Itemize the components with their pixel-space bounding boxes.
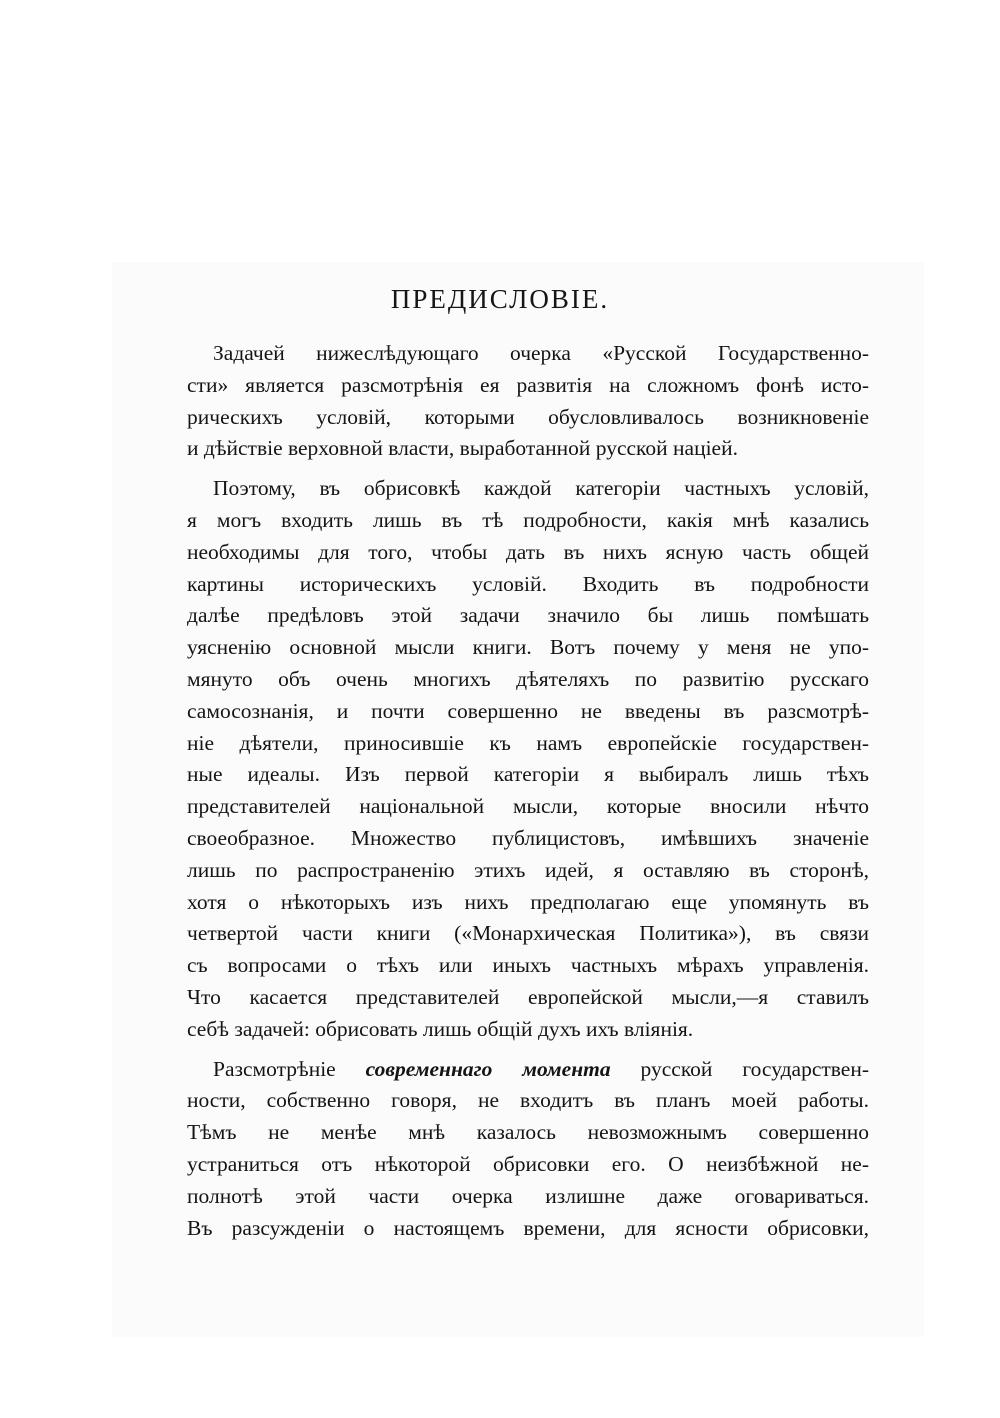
- text-line: сти» является разсмотрѣнія ея развитія на сложномъ фонѣ исто-: [187, 372, 869, 397]
- text-line: картины историческихъ условій. Входить въ подробности: [187, 571, 869, 596]
- text-line: мянуто объ очень многихъ дѣятеляхъ по развитію русскаго: [187, 666, 869, 691]
- page-title: ПРЕДИСЛОВІЕ.: [390, 284, 610, 314]
- text-line: рическихъ условій, которыми обусловливалось возникновеніе: [187, 404, 869, 429]
- text-line: Тѣмъ не менѣе мнѣ казалось невозможнымъ совершенно: [187, 1120, 869, 1145]
- paragraph: [187, 338, 869, 465]
- preface-body: [187, 338, 869, 1244]
- text-run: Разсмотрѣніе: [213, 1056, 336, 1081]
- text-line: и дѣйствіе верховной власти, выработанной русской націей.: [187, 436, 738, 461]
- text-line: представителей національной мысли, которые вносили нѣчто: [187, 794, 869, 819]
- text-line: четвертой части книги («Монархическая Политика»), въ связи: [187, 921, 869, 946]
- text-line: себѣ задачей: обрисовать лишь общій духъ ихъ вліянія.: [187, 1016, 694, 1041]
- text-line: ніе дѣятели, приносившіе къ намъ европейскіе государствен-: [187, 730, 869, 755]
- paragraph: [187, 473, 869, 1045]
- text-line: ности, собственно говоря, не входитъ въ планъ моей работы.: [187, 1088, 869, 1113]
- text-line: Поэтому, въ обрисовкѣ каждой категоріи частныхъ условій,: [213, 476, 869, 501]
- text-run: русской государствен-: [640, 1056, 869, 1081]
- paragraph: [187, 1054, 869, 1245]
- text-line: уясненію основной мысли книги. Вотъ почему у меня не упо-: [187, 635, 869, 660]
- text-line: я могъ входить лишь въ тѣ подробности, какія мнѣ казались: [187, 507, 869, 532]
- emphasized-text: современнаго момента: [365, 1056, 611, 1081]
- text-line: устраниться отъ нѣкоторой обрисовки его. О неизбѣжной не-: [187, 1151, 869, 1176]
- text-line: съ вопросами о тѣхъ или иныхъ частныхъ мѣрахъ управленія.: [187, 953, 869, 978]
- text-line: Въ разсужденіи о настоящемъ времени, для ясности обрисовки,: [187, 1215, 869, 1240]
- text-line: далѣе предѣловъ этой задачи значило бы лишь помѣшать: [187, 603, 869, 628]
- text-line: лишь по распространенію этихъ идей, я оставляю въ сторонѣ,: [187, 857, 869, 882]
- text-line: ные идеалы. Изъ первой категоріи я выбиралъ лишь тѣхъ: [187, 762, 869, 787]
- text-line: полнотѣ этой части очерка излишне даже оговариваться.: [187, 1183, 869, 1208]
- text-line: необходимы для того, чтобы дать въ нихъ ясную часть общей: [187, 539, 869, 564]
- text-line: своеобразное. Множество публицистовъ, имѣвшихъ значеніе: [187, 825, 869, 850]
- text-line: [187, 1054, 869, 1086]
- text-line: хотя о нѣкоторыхъ изъ нихъ предполагаю еще упомянуть въ: [187, 889, 869, 914]
- text-line: Задачей нижеслѣдующаго очерка «Русской Государственно-: [213, 341, 869, 365]
- text-line: Что касается представителей европейской мысли,—я ставилъ: [187, 984, 869, 1009]
- text-line: самосознанія, и почти совершенно не введены въ разсмотрѣ-: [187, 698, 869, 723]
